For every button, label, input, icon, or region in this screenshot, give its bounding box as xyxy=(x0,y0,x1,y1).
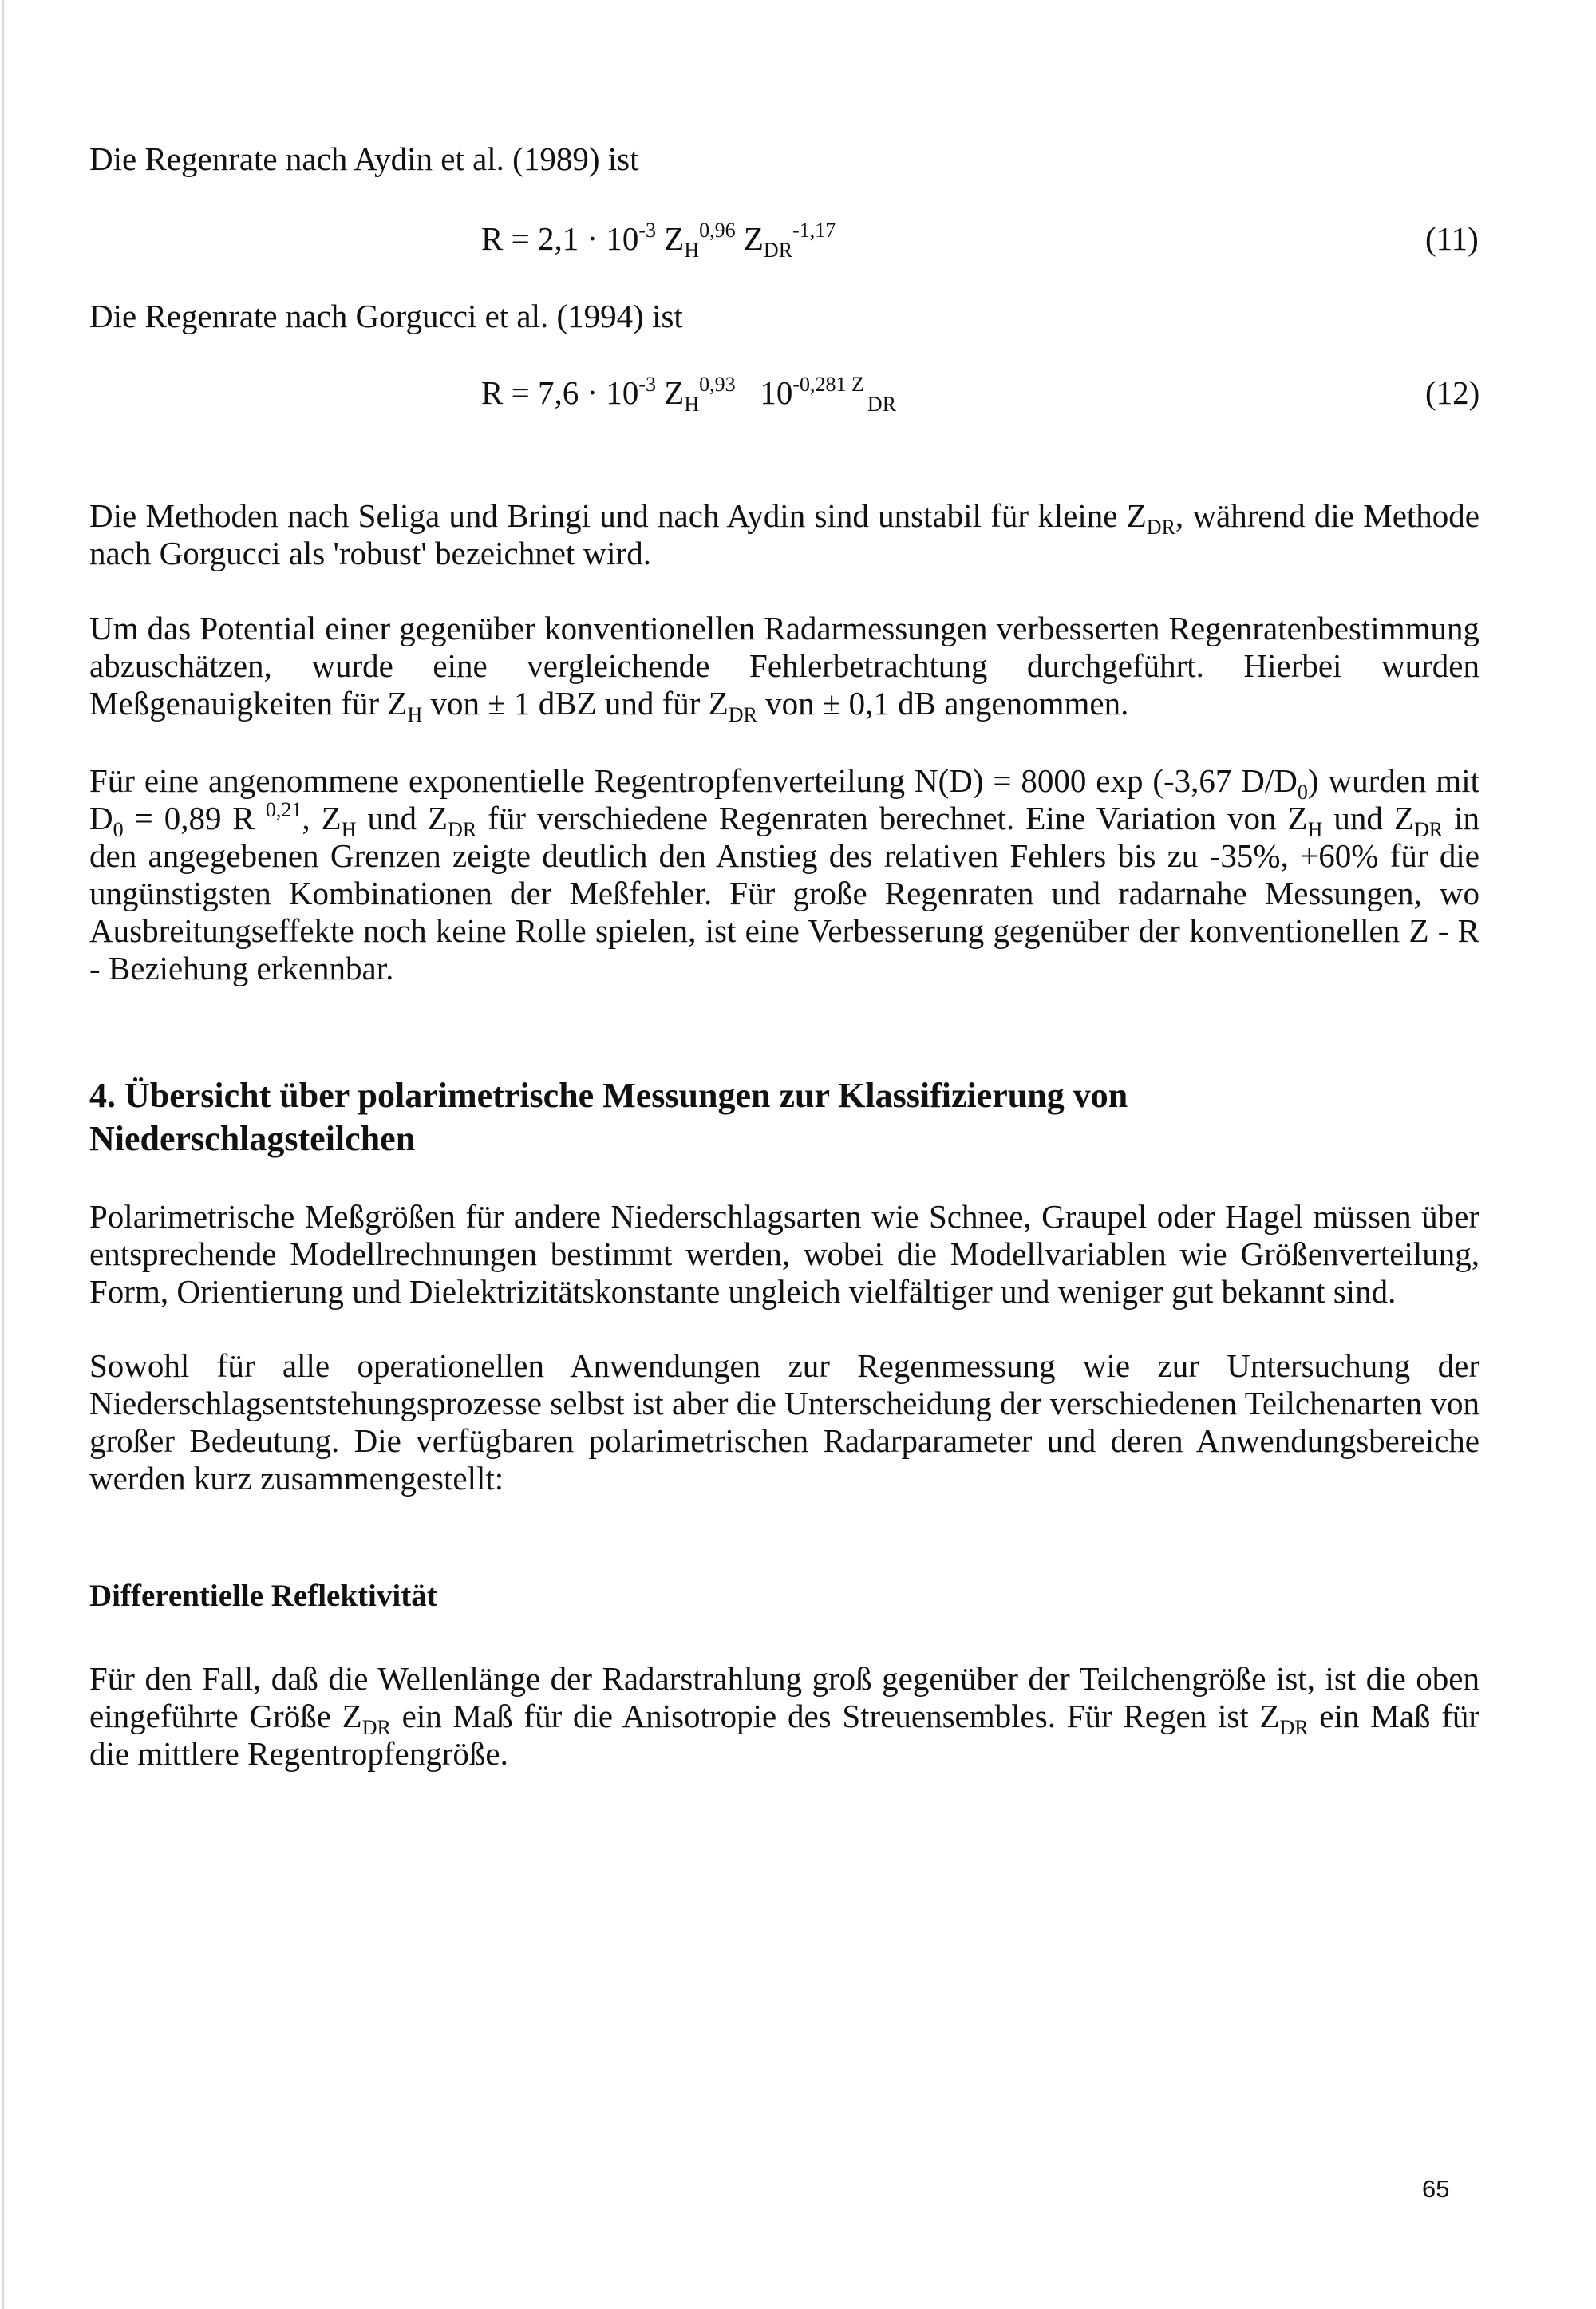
subheading-differential-reflectivity: Differentielle Reflektivität xyxy=(89,1579,437,1613)
scan-margin-line xyxy=(2,0,4,2309)
equation-12: $R = 7,6 \cdot 10^{-3}$ $Z_H^{0,93}$ $10^{-0,281 Z}_{DR}$ xyxy=(481,373,897,416)
page-number: 65 xyxy=(1422,2175,1450,2203)
equation-11: $R = 2,1 \cdot 10^{-3}$ $Z_H^{0,96}$ $Z_{DR}^{-1,17}$ xyxy=(481,219,836,262)
paragraph-aydin-intro: Die Regenrate nach Aydin et al. (1989) ist xyxy=(89,140,639,177)
paragraph-exponential-distribution: Für eine angenommene exponentielle Regentropfenverteilung N(D) = 8000 exp (-3,67 $D/D_0$) wurden mit $D_0 = 0,89$ R $^{0,21}$, $Z_H$ und $Z_{DR}$ für verschiedene Regenraten berechnet. Eine Variation von $Z_H$ und $Z_{DR}$ in den angegebenen Grenzen zeigte deutlich den Anstieg des relativen Fehlers bis zu -35%, +60% für die ungünstigsten Kombinationen der Meßfehler. Für große Regenraten und radarnahe Messungen, wo Ausbreitungseffekte noch keine Rolle spielen, ist eine Verbesserung gegenüber der konventionellen Z - R - Beziehung erkennbar. xyxy=(89,762,1479,986)
paragraph-methods-stability: Die Methoden nach Seliga und Bringi und nach Aydin sind unstabil für kleine $Z_{DR}$, während die Methode nach Gorgucci als 'robust' bezeichnet wird. xyxy=(89,497,1479,571)
paragraph-zdr-anisotropy: Für den Fall, daß die Wellenlänge der Radarstrahlung groß gegenüber der Teilchengröße ist, ist die oben eingeführte Größe $Z_{DR}$ ein Maß für die Anisotropie des Streuensembles. Für Regen ist $Z_{DR}$ ein Maß für die mittlere Regentropfengröße. xyxy=(89,1660,1479,1772)
paragraph-particle-classification: Sowohl für alle operationellen Anwendungen zur Regenmessung wie zur Untersuchung der Niederschlagsentstehungsprozesse selbst ist aber die Unterscheidung der verschiedenen Teilchenarten von großer Bedeutung. Die verfügbaren polarimetrischen Radarparameter und deren Anwendungsbereiche werden kurz zusammengestellt: xyxy=(89,1347,1479,1497)
paragraph-error-analysis: Um das Potential einer gegenüber konventionellen Radarmessungen verbesserten Regenratenbestimmung abzuschätzen, wurde eine vergleichende Fehlerbetrachtung durchgeführt. Hierbei wurden Meßgenauigkeiten für $Z_H$ von ± 1 dBZ und für $Z_{DR}$ von ± 0,1 dB angenommen. xyxy=(89,610,1479,726)
paragraph-model-calculations: Polarimetrische Meßgrößen für andere Niederschlagsarten wie Schnee, Graupel oder Hagel müssen über entsprechende Modellrechnungen bestimmt werden, wobei die Modellvariablen wie Größenverteilung, Form, Orientierung und Dielektrizitätskonstante ungleich vielfältiger und weniger gut bekannt sind. xyxy=(89,1198,1479,1310)
paragraph-gorgucci-intro: Die Regenrate nach Gorgucci et al. (1994) ist xyxy=(89,298,683,334)
equation-number-12: (12) xyxy=(1425,374,1480,411)
equation-number-11: (11) xyxy=(1425,220,1479,257)
section-heading-4: 4. Übersicht über polarimetrische Messungen zur Klassifizierung von Niederschlagsteilchen xyxy=(89,1076,1128,1158)
